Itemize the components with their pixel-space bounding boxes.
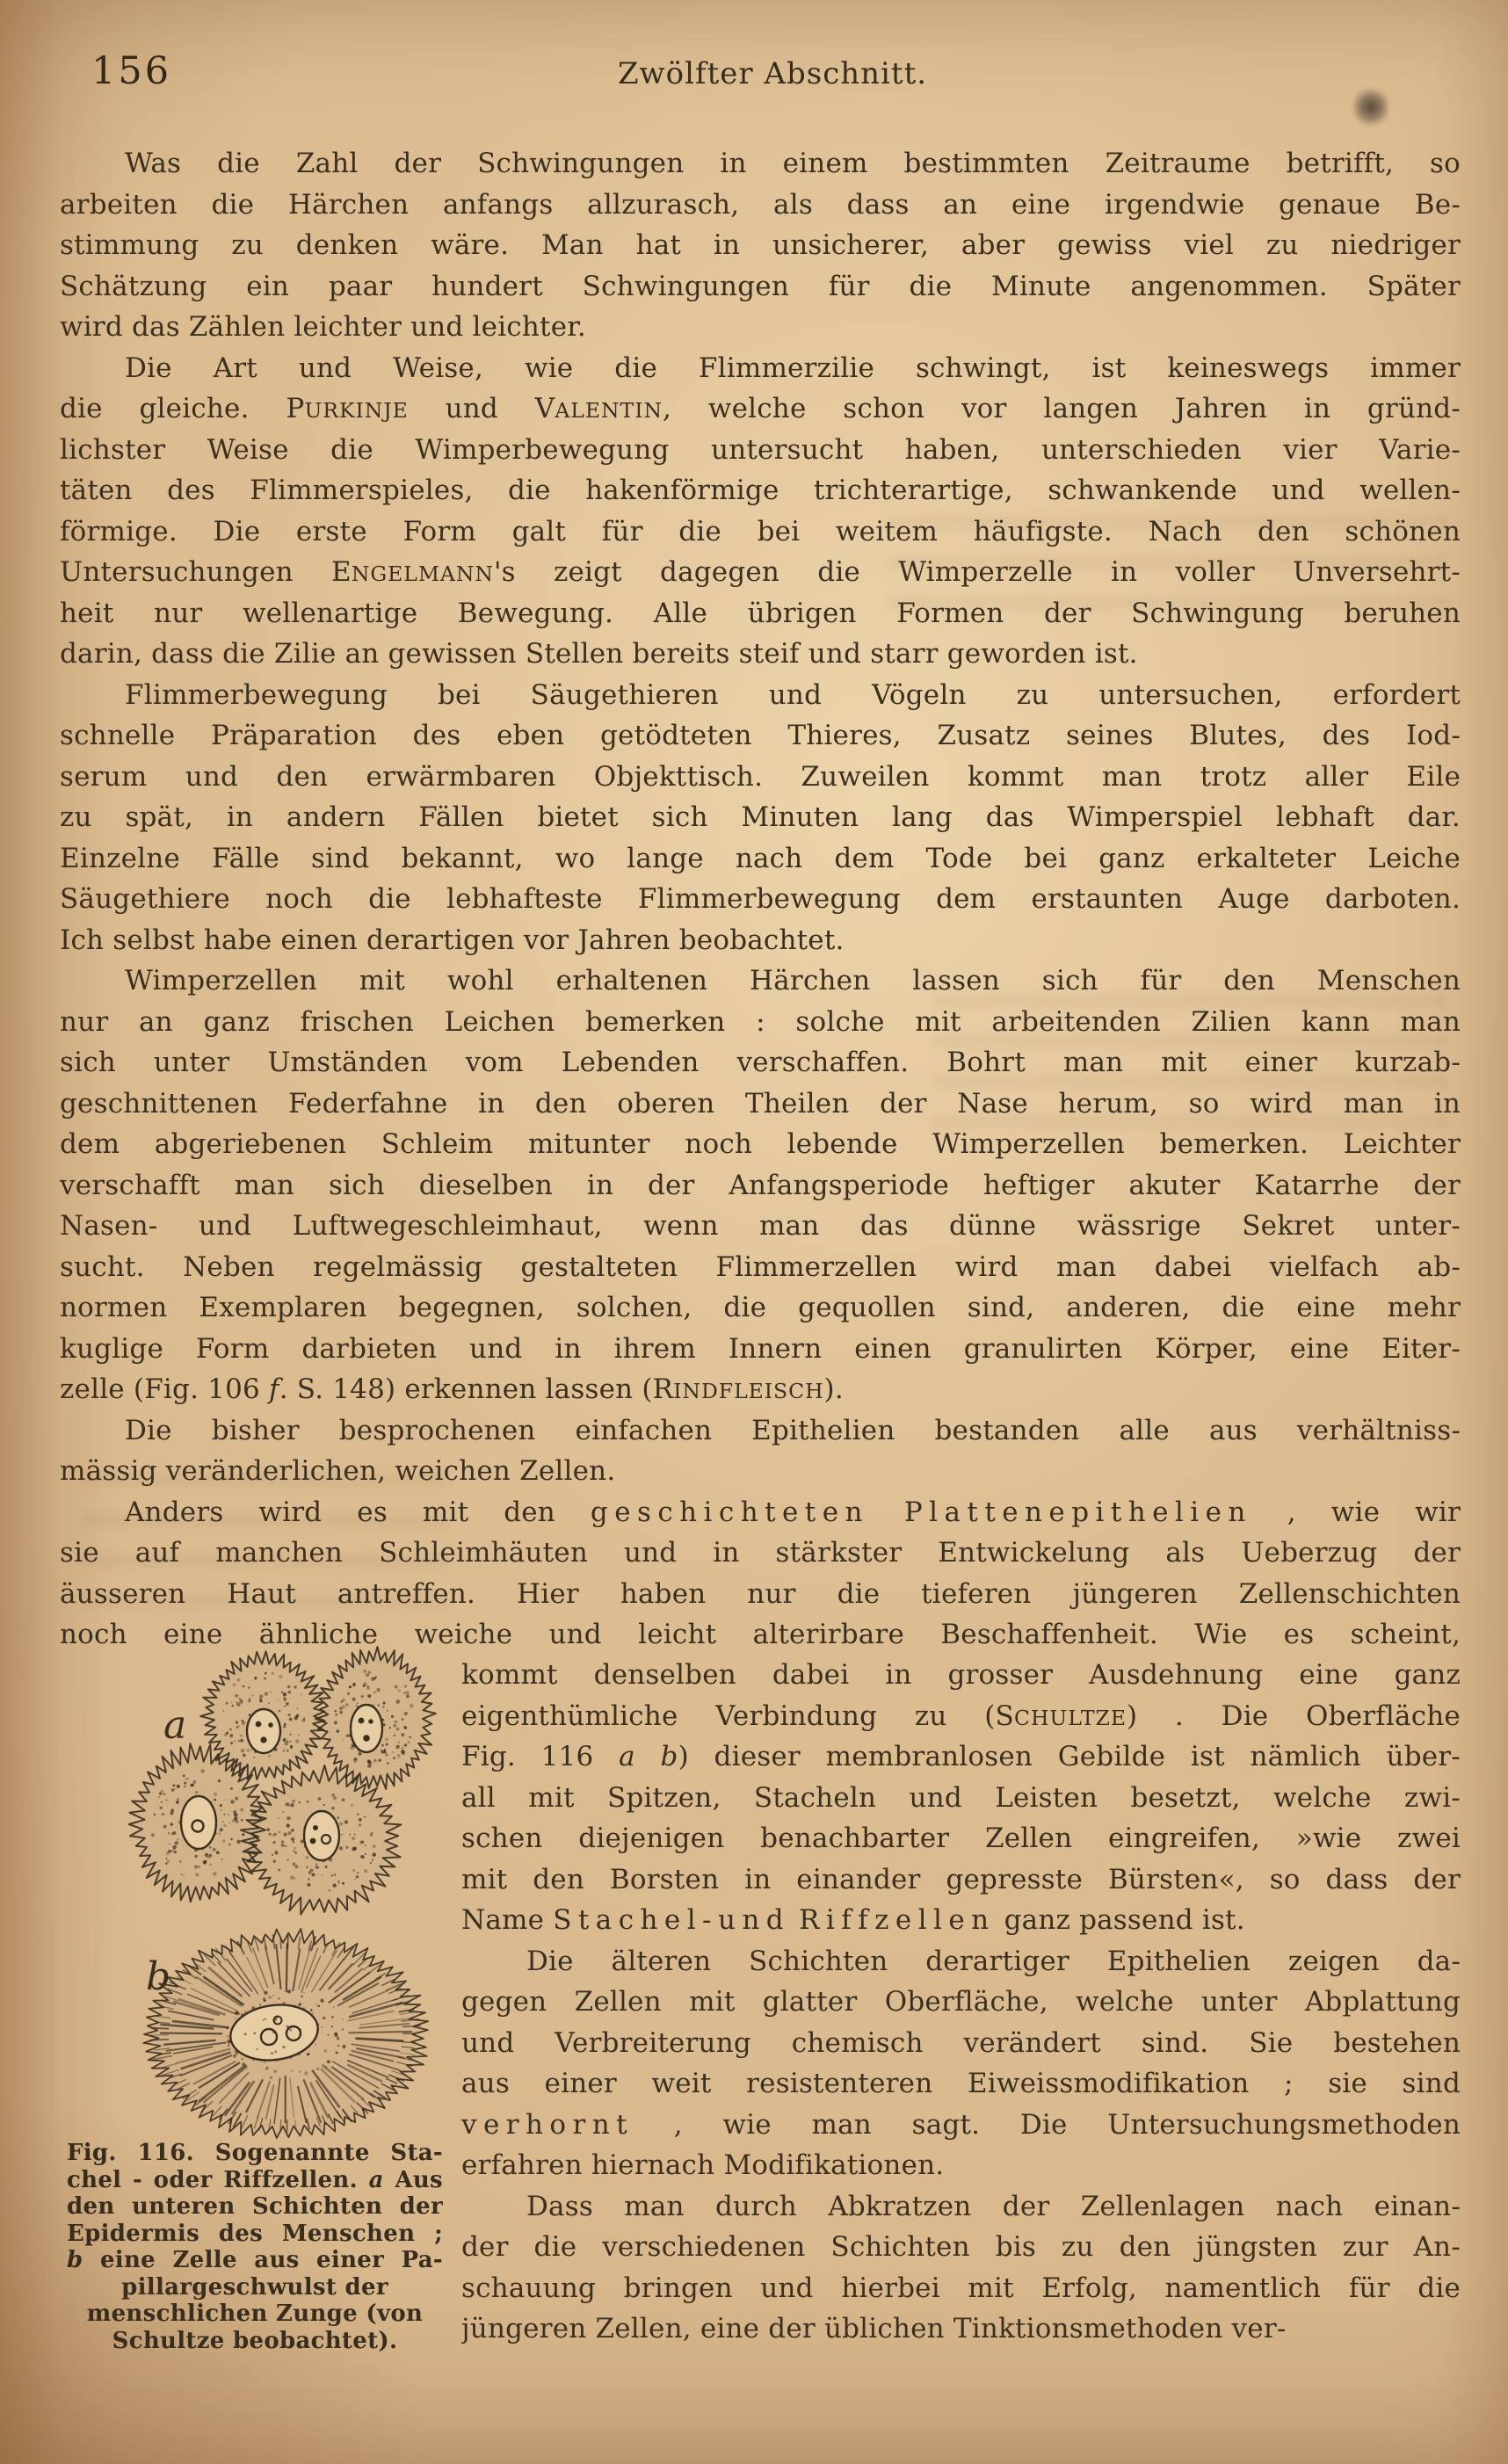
text-line: schauung bringen und hierbei mit Erfolg, namentlich für die xyxy=(461,2272,1461,2304)
main-text-block xyxy=(60,143,1461,1656)
text-line: darin, dass die Zilie an gewissen Stellen bereits steif und starr geworden ist. xyxy=(60,638,1138,670)
text-line: sie auf manchen Schleimhäuten und in stärkster Entwickelung als Ueberzug der xyxy=(60,1537,1461,1569)
figure-116-caption xyxy=(67,2140,443,2354)
text-line: sucht. Neben regelmässig gestalteten Flimmerzellen wird man dabei vielfach ab- xyxy=(60,1250,1461,1283)
figure-a-cell-group xyxy=(129,1647,436,1915)
text-line: b eine Zelle aus einer Pa- xyxy=(67,2247,443,2273)
text-line: Anders wird es mit den geschichteten Plattenepithelien , wie wir xyxy=(125,1496,1461,1528)
text-line: schen diejenigen benachbarter Zellen eingreifen, »wie zwei xyxy=(461,1823,1461,1854)
ink-spot xyxy=(1353,90,1388,128)
text-line: gegen Zellen mit glatter Oberfläche, welche unter Abplattung xyxy=(461,1986,1461,2018)
text-line: Flimmerbewegung bei Säugethieren und Vögeln zu untersuchen, erfordert xyxy=(125,678,1461,711)
text-line: eigenthümliche Verbindung zu (SCHULTZE) . Die Oberfläche xyxy=(461,1699,1461,1732)
text-line: Dass man durch Abkratzen der Zellenlagen nach einan- xyxy=(526,2190,1461,2222)
text-line: und Verbreiterung chemisch verändert sind. Sie bestehen xyxy=(461,2026,1461,2059)
text-line: den unteren Schichten der xyxy=(67,2193,443,2220)
text-line: zu spät, in andern Fällen bietet sich Minuten lang das Wimperspiel lebhaft dar. xyxy=(60,801,1461,833)
text-line: Name Stachel-und Riffzellen ganz passend ist. xyxy=(461,1904,1245,1936)
text-line: Schätzung ein paar hundert Schwingungen für die Minute angenommen. Später xyxy=(60,270,1461,302)
running-header-title: Zwölfter Abschnitt. xyxy=(617,56,928,91)
text-line: all mit Spitzen, Stacheln und Leisten besetzt, welche zwi- xyxy=(461,1781,1461,1814)
wrapped-text-block xyxy=(461,1655,1461,2350)
text-line: lichster Weise die Wimperbewegung untersucht haben, unterschieden vier Varie- xyxy=(60,433,1461,466)
text-line: Die bisher besprochenen einfachen Epithelien bestanden alle aus verhältniss- xyxy=(125,1414,1461,1446)
text-line: arbeiten die Härchen anfangs allzurasch, als dass an eine irgendwie genaue Be- xyxy=(60,188,1461,221)
text-line: förmige. Die erste Form galt für die bei weitem häufigste. Nach den schönen xyxy=(60,515,1461,547)
text-line: Säugethiere noch die lebhafteste Flimmerbewegung dem erstaunten Auge darboten. xyxy=(60,883,1461,915)
text-line: Wimperzellen mit wohl erhaltenen Härchen lassen sich für den Menschen xyxy=(125,965,1461,996)
text-line: noch eine ähnliche weiche und leicht alterirbare Beschaffenheit. Wie es scheint, xyxy=(60,1619,1461,1650)
text-line: zelle (Fig. 106 f. S. 148) erkennen lassen (RINDFLEISCH). xyxy=(60,1373,844,1405)
text-line: mässig veränderlichen, weichen Zellen. xyxy=(60,1455,616,1487)
text-line: verschafft man sich dieselben in der Anfangsperiode heftiger akuter Katarrhe der xyxy=(60,1169,1461,1201)
text-line: sich unter Umständen vom Lebenden verschaffen. Bohrt man mit einer kurzab- xyxy=(60,1047,1461,1078)
text-line: Untersuchungen ENGELMANN's zeigt dagegen die Wimperzelle in voller Unversehrt- xyxy=(60,556,1461,588)
text-line: täten des Flimmerspieles, die hakenförmige trichterartige, schwankende und wellen- xyxy=(60,475,1461,506)
text-line: serum und den erwärmbaren Objekttisch. Zuweilen kommt man trotz aller Eile xyxy=(60,760,1461,793)
figure-label-a: a xyxy=(163,1703,187,1748)
text-line: kommt denselben dabei in grosser Ausdehnung eine ganz xyxy=(461,1659,1461,1691)
figure-label-b: b xyxy=(146,1954,171,1999)
text-line: Die Art und Weise, wie die Flimmerzilie schwingt, ist keineswegs immer xyxy=(125,351,1461,384)
text-line: chel - oder Riffzellen. a Aus xyxy=(67,2166,443,2193)
text-line: heit nur wellenartige Bewegung. Alle übrigen Formen der Schwingung beruhen xyxy=(60,597,1461,629)
text-line: kuglige Form darbieten und in ihrem Innern einen granulirten Körper, eine Eiter- xyxy=(60,1332,1461,1365)
text-line: dem abgeriebenen Schleim mitunter noch lebende Wimperzellen bemerken. Leichter xyxy=(60,1128,1461,1160)
text-line: nur an ganz frischen Leichen bemerken : solche mit arbeitenden Zilien kann man xyxy=(60,1005,1461,1038)
figure-b-cell xyxy=(143,1929,428,2138)
text-line: stimmung zu denken wäre. Man hat in unsicherer, aber gewiss viel zu niedriger xyxy=(60,229,1461,261)
text-line: Fig. 116 a b) dieser membranlosen Gebilde ist nämlich über- xyxy=(461,1741,1461,1772)
text-line: normen Exemplaren begegnen, solchen, die gequollen sind, anderen, die eine mehr xyxy=(60,1292,1461,1323)
text-line: Was die Zahl der Schwingungen in einem bestimmten Zeitraume betrifft, so xyxy=(125,148,1461,179)
text-line: menschlichen Zunge (von xyxy=(86,2301,424,2327)
page-number: 156 xyxy=(91,49,172,93)
text-line: die gleiche. PURKINJE und VALENTIN, welche schon vor langen Jahren in gründ- xyxy=(60,393,1461,424)
text-line: der die verschiedenen Schichten bis zu den jüngsten zur An- xyxy=(461,2231,1461,2263)
text-line: Schultze beobachtet). xyxy=(112,2327,398,2354)
text-line: Nasen- und Luftwegeschleimhaut, wenn man das dünne wässrige Sekret unter- xyxy=(60,1210,1461,1242)
text-line: Einzelne Fälle sind bekannt, wo lange nach dem Tode bei ganz erkalteter Leiche xyxy=(60,842,1461,874)
text-line: jüngeren Zellen, eine der üblichen Tinktionsmethoden ver- xyxy=(461,2313,1287,2344)
text-line: wird das Zählen leichter und leichter. xyxy=(60,311,586,343)
text-line: mit den Borsten in einander gepresste Bürsten«, so dass der xyxy=(461,1863,1461,1895)
figure-116-drawing xyxy=(77,1640,457,2148)
text-line: verhornt , wie man sagt. Die Untersuchungsmethoden xyxy=(461,2108,1461,2141)
text-line: aus einer weit resistenteren Eiweissmodifikation ; sie sind xyxy=(461,2068,1461,2099)
text-line: pillargeschwulst der xyxy=(121,2273,388,2301)
text-line: schnelle Präparation des eben getödteten Thieres, Zusatz seines Blutes, des Iod- xyxy=(60,720,1461,751)
text-line: äusseren Haut antreffen. Hier haben nur die tieferen jüngeren Zellenschichten xyxy=(60,1577,1461,1610)
text-line: Ich selbst habe einen derartigen vor Jahren beobachtet. xyxy=(60,924,845,956)
text-line: Die älteren Schichten derartiger Epithelien zeigen da- xyxy=(526,1945,1461,1977)
text-line: Fig. 116. Sogenannte Sta- xyxy=(67,2140,443,2166)
text-line: erfahren hiernach Modifikationen. xyxy=(461,2149,945,2181)
text-line: geschnittenen Federfahne in den oberen Theilen der Nase herum, so wird man in xyxy=(60,1087,1461,1120)
text-line: Epidermis des Menschen ; xyxy=(67,2220,443,2247)
